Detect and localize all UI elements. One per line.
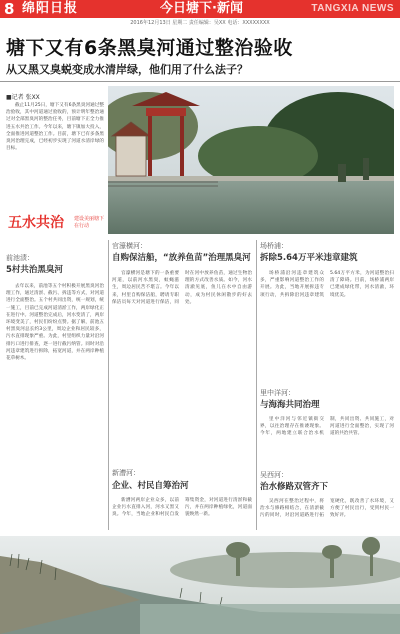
section-body-text: 场桥浦沿河违章建筑众多，严重影响河道整治工作的开展。为此，当地开展拆违专项行动，共拆除沿河违章建筑5.64万平方米，为河道整治扫清了障碍。目前，场桥浦两岸已建成绿化带，河水清澈，环境优美。	[260, 271, 394, 298]
river-photo-main	[108, 86, 394, 234]
headline: 塘下又有6条黑臭河通过整治验收	[6, 37, 293, 59]
section-body	[260, 498, 394, 534]
section-kicker: 前池渍：	[6, 254, 34, 262]
river-photo-bottom-svg	[0, 536, 400, 634]
section-body	[260, 270, 394, 380]
section-body	[6, 283, 104, 533]
section-title: 今日塘下·新闻	[160, 1, 243, 16]
divider	[0, 81, 400, 82]
paper-name: 绵阳日报	[22, 1, 79, 16]
lead-text: 截止11月25日，塘下又有6条黑臭河通过整治验收，其中河道通过验收的，预计明年整治通过对全部黑臭河的整治任务，目前塘下正全力推进五水共治工作。今年以来，塘下镇加大投入，全面推进河道整治工作。目前，塘下已有多条黑臭河治理完成，已经初步实现了河道水清岸绿的目标。	[6, 103, 104, 152]
brand-label: TANGXIA NEWS	[311, 3, 394, 14]
section-body-text: 去年以来，前池等五个村积极开展黑臭河治理工作，通过清淤、截污、拆违等方式，对河道进行全面整治。五个村共同出资，统一规划，统一施工，目前已完成河道清淤工作，两岸绿化正在进行中。河道整治完成后，河水变清了，两岸环境变美了，村民们纷纷点赞。据了解，前池五村黑臭河总长约3公里，周边企业和居民较多，污水直排现象严重。为此，村里组织力量对沿河排污口进行排查，逐一进行截污纳管。同时对沿河违章建筑进行拆除，拓宽河道，并在两岸种植花草树木。	[6, 284, 104, 362]
column-divider	[108, 240, 109, 530]
section-body	[260, 416, 394, 464]
section-body	[112, 270, 252, 455]
badge-subtitle: 建设美丽塘下在行动	[74, 216, 105, 229]
river-photo-bottom	[0, 536, 400, 634]
section-title: 拆除5.64万平米违章建筑	[260, 253, 358, 263]
section-title: 企业、村民自筹治河	[112, 481, 189, 491]
badge-title: 五水共治	[8, 215, 64, 231]
section-kicker: 新漕河：	[112, 469, 140, 477]
dateline: 2016年12月13日 星期二 责任编辑：吴XX 电话：XXXXXXXX	[130, 20, 270, 26]
section-title: 与海海共同治理	[260, 400, 320, 410]
section-kicker: 里中洋河：	[260, 389, 295, 397]
section-kicker: 吴西河：	[260, 471, 288, 479]
campaign-badge	[8, 213, 103, 233]
section-kicker: 场桥浦：	[260, 242, 288, 250]
page-number: 8	[4, 0, 15, 18]
section-body	[112, 497, 252, 533]
section-body-text: 新漕河两岸企业众多，以前企业污水直排入河，河水又黑又臭。今年，当地企业和村民自发筹集资金，对河道进行清淤和截污，并在两岸种植绿化，河道面貌焕然一新。	[112, 498, 252, 518]
section-body-text: 官濠横河是塘下的一条重要河道，以前河水黑臭，蚊蝇滋生，周边居民苦不堪言。今年以来，村里自购保洁船，聘请专职保洁员每天对河道进行保洁，同时在河中放养鱼苗，通过生物治理的方式改善水质。如今，河水清澈见底，鱼儿在水中自由游动，成为村民休闲散步的好去处。	[112, 271, 252, 305]
column-divider	[256, 240, 257, 530]
section-title: 治水修路双管齐下	[260, 482, 329, 492]
subhead: 从又黑又臭蜕变成水清岸绿，他们用了什么法子？	[6, 63, 248, 76]
reporter-byline: ■记者 张XX	[6, 94, 40, 101]
section-kicker: 官濠横河：	[112, 242, 147, 250]
section-title: 5村共治黑臭河	[6, 265, 63, 275]
masthead	[0, 0, 400, 18]
river-photo-svg	[108, 86, 394, 234]
lead-paragraph	[6, 102, 104, 208]
section-body-text: 吴西河在整治过程中，将治水与修路相结合，在清淤截污的同时，对沿河道路进行拓宽硬化，既改善了水环境，又方便了村民出行，受到村民一致好评。	[260, 499, 394, 519]
section-title: 自购保洁船，“放养鱼苗”治理黑臭河	[112, 253, 251, 263]
section-body-text: 里中洋河与邻近镇街交界，以往治理存在推诿现象。今年，两地建立联合治水机制，共同出资、共同施工，对河道进行全面整治，实现了河道的共治共管。	[260, 417, 394, 437]
